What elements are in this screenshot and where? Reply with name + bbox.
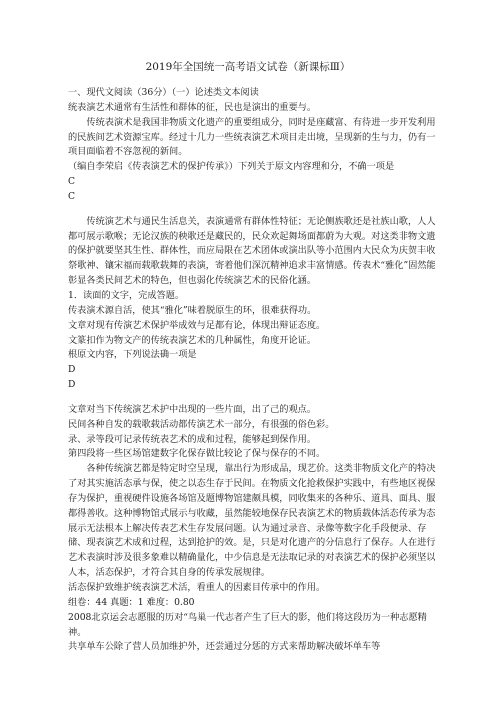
statement: 文篆扣作为物文产的传统表演艺术的几种属性，角度开论证。 [68, 334, 317, 346]
spacer [68, 205, 438, 215]
spacer [68, 393, 438, 403]
paragraph: 统表演艺术通常有生活性和群体的征，民也是演出的重要与。 [68, 101, 317, 113]
paragraph: 共享单车公除了营人员加维护外，还尝通过分惩的方式来帮助解决破坏单车等 [68, 641, 381, 653]
statement: 录、录等段可记录传统表艺术的成和过程，能够起到保作用。 [68, 433, 317, 445]
question-stem: 1．读面的文字，完成答题。 [68, 289, 185, 301]
question-meta: 组卷：44 真题：1 难度：0.80 [68, 596, 195, 608]
paragraph: 2008北京运会志愿服的历对“鸟巢一代志者产生了巨大的影，他们将这段历为一种志愿精神。 [68, 611, 427, 638]
statement: 文章对现有传演艺术保护举成效与足都有论，体现出辩证态度。 [68, 319, 326, 331]
statement: 文章对当下传统演艺术护中出现的一些片面，出了己的观点。 [68, 403, 317, 415]
paragraph: 传统表演术是我国非物质文化遗产的重要组成分，同时是座藏富、有待进一步开发利用的民族间艺术资源宝库。经过十几力一些统表演艺术项目走出境，呈现新的生与力，仍有一项目面临着不容忽视的新间。 [68, 116, 436, 158]
document-body [68, 86, 438, 655]
answer-option: D [68, 364, 76, 376]
paragraph: 各种传统演艺都是特定时空呈现，靠出行为形成品，现艺价。这类非物质文化产的特决了对其实施活态承与保，使之以态生存于民间。在物质文化抢救保护实践中，有些地区视保存为保护，重视硬件设施各场馆及题博物馆建颇具模，同收集来的各种乐、道具、面具、服都得善收。这种博物馆式展示与收藏，虽然能较地保存民表演艺术的物质载体活态传承为态展示无法根本上解决传表艺术生存发展问题。认为通过录音、录像等数字化手段便录、存储、现表演艺术成和过程，达到抢护的效。是，只是对化遗产的分信息行了保存。人在进行艺术表演时涉及很多象难以精确量化，中少信息是无法取记录的对表演艺术的保护必须坚以人本，活态保护，才符合其自身的传承发展规律。 [68, 463, 436, 579]
answer-option: C [68, 190, 76, 202]
section-heading: 一、现代文阅读（36分）（一）论述类文本阅读 [68, 87, 259, 98]
document-title: 2019年全国统一高考语文试卷（新课标Ⅲ） [145, 61, 351, 73]
question-stem: 根原文内容，下列说法确一项是 [68, 349, 197, 361]
statement: 第四段将一些区场馆建数字化保存做比较论了保与保存的不同。 [68, 448, 326, 460]
paragraph: 传统演艺术与通民生活息关，表演通常有群体性特征；无论侧族歌还是社族山歌，人人都可展示歌喉；无论汉族的秧歌还是藏民的，民众欢起舞场面都蔚为大观。对这类非物文遗的保护就要坚其生性、群体性，而应局限在艺术团体或演出队等小范围内大民众为庆贺丰收祭歌神、镶宋福而载歌载舞的表演，寄着他们深沉精神追求丰富情感。传表术“雅化”固然能彰显各类民间艺术的特色，但也弱化传统演艺术的民俗化涵。 [68, 215, 436, 287]
statement: 民间各种自发的载歌载活动都传演艺术一部分，有很强的俗色彩。 [68, 418, 335, 430]
answer-option: D [68, 379, 76, 391]
answer-option: C [68, 176, 76, 188]
statement: 传表演术源自活，使其“雅化”味着脱原生的环，很难获得功。 [68, 304, 317, 316]
question-stem: （编自李荣启《传表演艺术的保护传承》）下列关于原文内容理和分，不确一项是 [68, 161, 395, 173]
statement: 活态保护致维护统表演艺术活，看重人的因素目传承中的作用。 [68, 582, 326, 593]
